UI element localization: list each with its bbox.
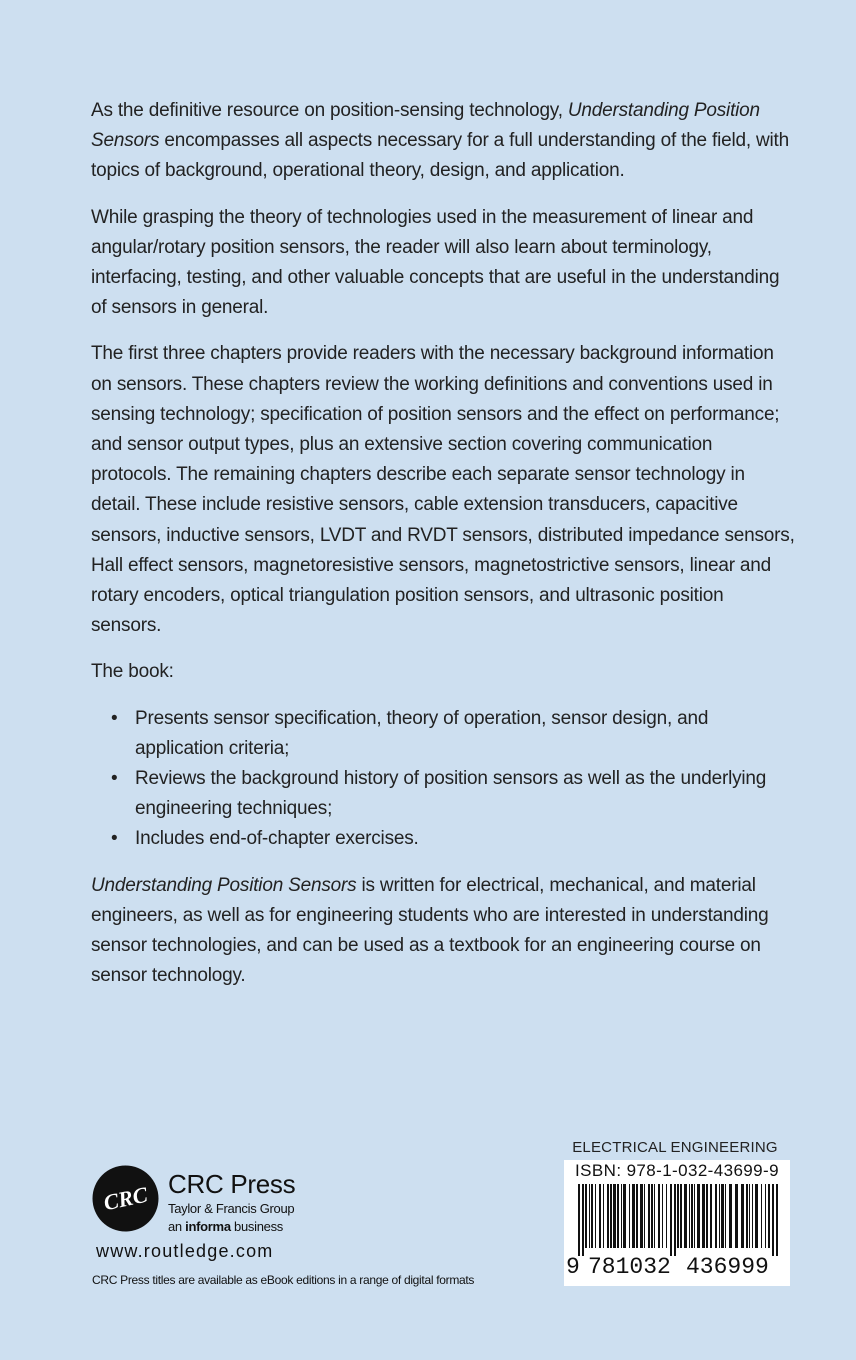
feature-item: • Reviews the background history of position sensors as well as the underlying engineering techniques;: [135, 764, 796, 824]
crc-logo-text: CRC: [101, 1181, 150, 1216]
barcode-bar: [666, 1184, 667, 1248]
barcode-bar: [582, 1184, 584, 1256]
barcode-digits: [564, 1254, 790, 1284]
barcode-bar: [599, 1184, 601, 1248]
barcode-bar: [689, 1184, 690, 1248]
barcode-bar: [658, 1184, 660, 1248]
barcode-bar: [640, 1184, 643, 1248]
book-title-italic: Understanding Position Sensors: [91, 100, 760, 152]
subject-category: ELECTRICAL ENGINEERING: [572, 1139, 778, 1156]
barcode-bar: [694, 1184, 695, 1248]
barcode-bar: [670, 1184, 672, 1256]
informa-brand: informa: [185, 1219, 231, 1234]
barcode-bar: [648, 1184, 650, 1248]
barcode-bar: [735, 1184, 738, 1248]
barcode-bar: [706, 1184, 708, 1248]
barcode-graphic: [570, 1184, 784, 1256]
chapters-paragraph: The first three chapters provide readers with the necessary background information on sensors. These chapters review the working definitions and conventions used in sensing technology; specification of position sensors and the effect on performance; and sensor output types, plus an extensive section covering communication protocols. The remaining chapters describe each separate sensor technology in detail. These include resistive sensors, cable extension transducers, capacitive sensors, inductive sensors, LVDT and RVDT sensors, distributed impedance sensors, Hall effect sensors, magnetoresistive sensors, magnetostrictive sensors, linear and rotary encoders, optical triangulation position sensors, and ultrasonic position sensors.: [91, 343, 795, 637]
barcode-bar: [776, 1184, 778, 1256]
barcode-bar: [746, 1184, 748, 1248]
barcode-bar: [636, 1184, 638, 1248]
intro-paragraph: As the definitive resource on position-sensing technology, Understanding Position Sensors encompasses all aspects necessary for a full understanding of the field, with topics of background, operational theory, design, and application.: [91, 100, 790, 182]
barcode-bar: [752, 1184, 753, 1248]
book-title-italic: Understanding Position Sensors: [91, 874, 357, 896]
theory-paragraph: While grasping the theory of technologies used in the measurement of linear and angular/rotary position sensors, the reader will also learn about terminology, interfacing, testing, and other valuable concepts that are useful in the understanding of sensors in general.: [91, 206, 780, 319]
barcode-bar: [632, 1184, 635, 1248]
book-intro: The book:: [91, 661, 174, 683]
barcode-bar: [654, 1184, 655, 1248]
barcode-bar: [613, 1184, 616, 1248]
feature-list: [91, 704, 796, 855]
barcode-bar: [589, 1184, 590, 1248]
publisher-website: www.routledge.com: [96, 1241, 274, 1261]
barcode-bar: [755, 1184, 758, 1248]
barcode-bar: [715, 1184, 717, 1248]
barcode-bar: [610, 1184, 612, 1248]
publisher-name: CRC Press: [168, 1169, 296, 1199]
barcode-bar: [721, 1184, 724, 1248]
barcode-bar: [651, 1184, 653, 1248]
barcode-bar: [623, 1184, 626, 1248]
barcode-bar: [749, 1184, 750, 1248]
isbn-barcode-box: [564, 1160, 790, 1286]
barcode-bar: [697, 1184, 700, 1248]
barcode-bar: [595, 1184, 596, 1248]
barcode-bar: [710, 1184, 712, 1248]
publisher-group: Taylor & Francis Group: [168, 1201, 295, 1216]
barcode-bar: [629, 1184, 630, 1248]
feature-item: • Presents sensor specification, theory of operation, sensor design, and application criteria;: [135, 704, 796, 764]
feature-item: • Includes end-of-chapter exercises.: [135, 824, 796, 854]
barcode-bar: [674, 1184, 676, 1256]
barcode-bar: [617, 1184, 619, 1248]
barcode-bar: [662, 1184, 663, 1248]
barcode-bar: [741, 1184, 744, 1248]
barcode-bar: [765, 1184, 766, 1248]
barcode-bar: [772, 1184, 774, 1256]
barcode-bar: [578, 1184, 580, 1256]
barcode-bar: [603, 1184, 604, 1248]
barcode-bar: [729, 1184, 732, 1248]
barcode-bar: [621, 1184, 622, 1248]
ebook-note: CRC Press titles are available as eBook editions in a range of digital formats: [92, 1273, 475, 1287]
barcode-bar: [725, 1184, 726, 1248]
barcode-bar: [702, 1184, 705, 1248]
barcode-digit-group: 781032: [588, 1254, 671, 1280]
barcode-digit-group: 9: [566, 1254, 580, 1280]
barcode-bar: [768, 1184, 770, 1248]
barcode-bar: [761, 1184, 762, 1248]
publisher-business: an informa business: [168, 1219, 283, 1234]
barcode-digit-group: 436999: [686, 1254, 769, 1280]
barcode-bar: [677, 1184, 679, 1248]
barcode-bar: [585, 1184, 587, 1248]
barcode-bar: [607, 1184, 609, 1248]
barcode-bar: [680, 1184, 682, 1248]
barcode-bar: [719, 1184, 720, 1248]
crc-press-logo: [92, 1165, 159, 1232]
barcode-bar: [591, 1184, 593, 1248]
barcode-bar: [644, 1184, 645, 1248]
barcode-bar: [684, 1184, 687, 1248]
isbn-label: ISBN: 978-1-032-43699-9: [575, 1161, 779, 1180]
audience-paragraph: Understanding Position Sensors is written for electrical, mechanical, and material engineers, as well as for engineering students who are interested in understanding sensor technologies, and can be used as a textbook for an engineering course on sensor technology.: [91, 874, 769, 987]
barcode-bar: [691, 1184, 693, 1248]
back-cover-description: [91, 96, 796, 1007]
